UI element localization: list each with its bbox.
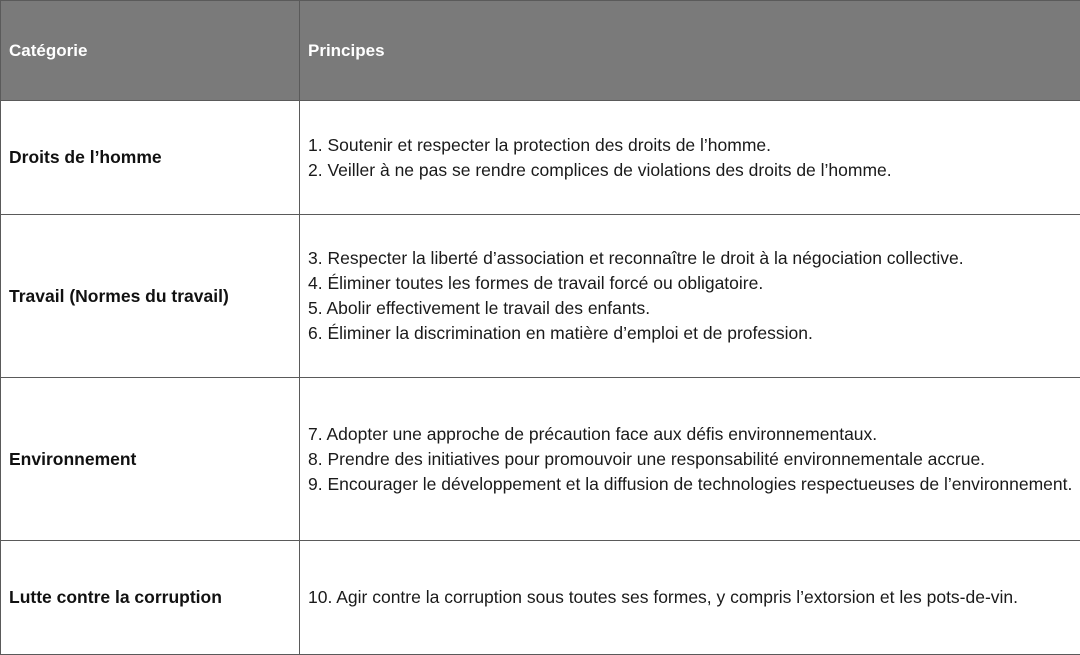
table-row xyxy=(1,215,1080,378)
principle-item: 9. Encourager le développement et la diffusion de technologies respectueuses de l’environnement. xyxy=(308,473,1073,494)
principles-cell xyxy=(300,215,1080,378)
category-cell: Travail (Normes du travail) xyxy=(1,215,300,378)
table-header-row xyxy=(1,1,1080,101)
principles-cell xyxy=(300,101,1080,215)
principle-item: 6. Éliminer la discrimination en matière d’emploi et de profession. xyxy=(308,323,813,343)
principle-item: 10. Agir contre la corruption sous toutes ses formes, y compris l’extorsion et les pots-de-vin. xyxy=(308,587,1019,607)
category-cell: Environnement xyxy=(1,378,300,541)
principle-item: 1. Soutenir et respecter la protection des droits de l’homme. xyxy=(308,134,772,155)
principle-item: 4. Éliminer toutes les formes de travail forcé ou obligatoire. xyxy=(308,273,764,293)
header-category: Catégorie xyxy=(1,1,300,101)
principle-item: 5. Abolir effectivement le travail des enfants. xyxy=(308,298,651,318)
table-row xyxy=(1,541,1080,655)
table-row xyxy=(1,101,1080,215)
principle-item: 8. Prendre des initiatives pour promouvoir une responsabilité environnementale accrue. xyxy=(308,448,986,469)
principle-item: 3. Respecter la liberté d’association et reconnaître le droit à la négociation collective. xyxy=(308,248,964,268)
principle-item: 2. Veiller à ne pas se rendre complices de violations des droits de l’homme. xyxy=(308,159,892,180)
principles-cell xyxy=(300,541,1080,655)
principles-cell xyxy=(300,378,1080,541)
principle-item: 7. Adopter une approche de précaution face aux défis environnementaux. xyxy=(308,423,878,444)
header-principles: Principes xyxy=(300,1,1080,101)
category-cell: Droits de l’homme xyxy=(1,101,300,215)
category-cell: Lutte contre la corruption xyxy=(1,541,300,655)
table-row xyxy=(1,378,1080,541)
